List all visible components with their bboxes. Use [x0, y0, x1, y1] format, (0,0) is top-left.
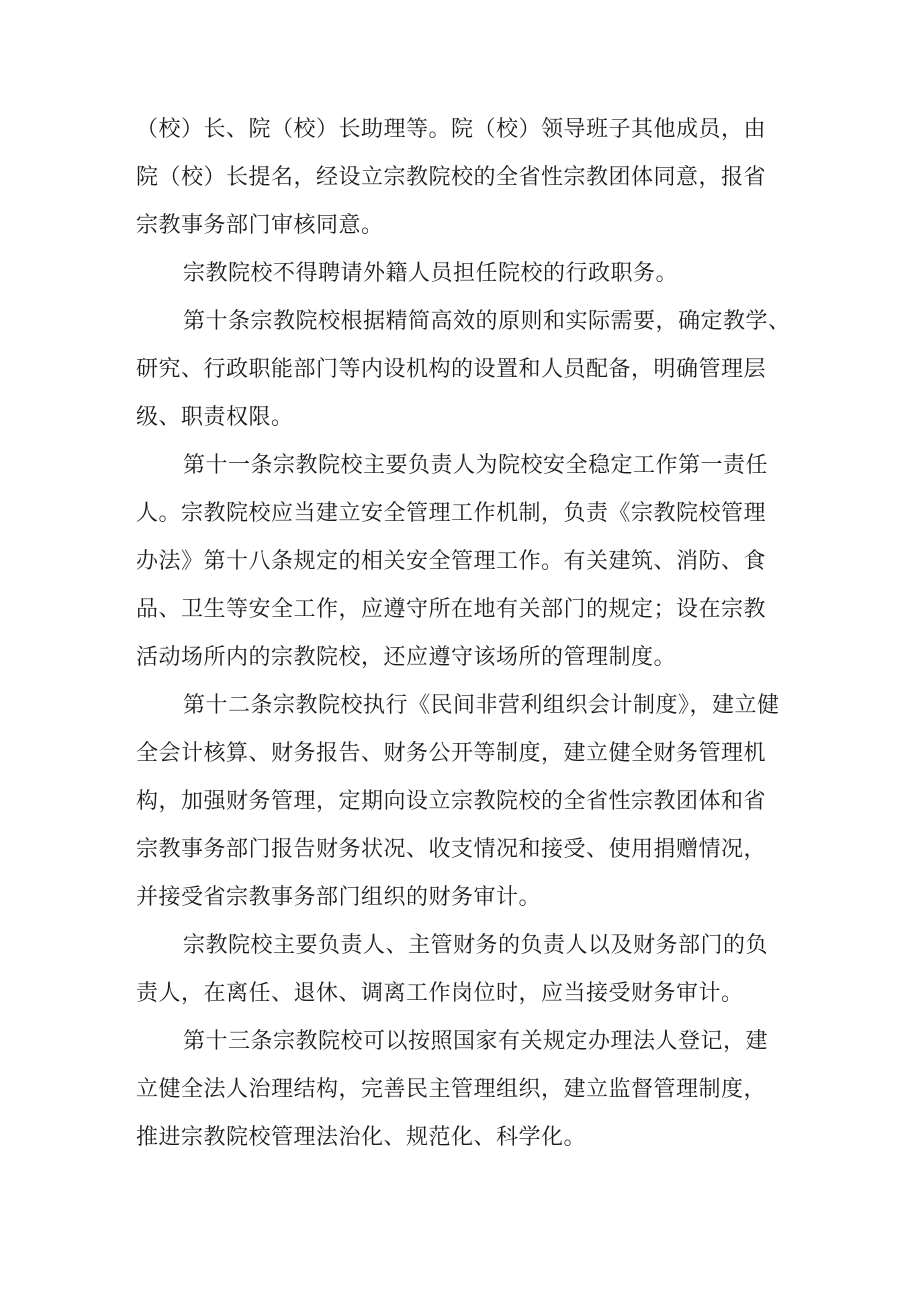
text-line-22: 推进宗教院校管理法治化、规范化、科学化。	[136, 1125, 587, 1150]
text-line-5: 第十条宗教院校根据精简高效的原则和实际需要，确定教学、	[183, 309, 791, 334]
text-line-10: 办法》第十八条规定的相关安全管理工作。有关建筑、消防、食	[136, 549, 767, 574]
text-line-20: 第十三条宗教院校可以按照国家有关规定办理法人登记，建	[183, 1029, 769, 1054]
text-line-18: 宗教院校主要负责人、主管财务的负责人以及财务部门的负	[183, 933, 769, 958]
text-line-17: 并接受省宗教事务部门组织的财务审计。	[136, 885, 542, 910]
text-line-12: 活动场所内的宗教院校，还应遵守该场所的管理制度。	[136, 645, 677, 670]
text-line-19: 责人，在离任、退休、调离工作岗位时，应当接受财务审计。	[136, 981, 744, 1006]
text-line-7: 级、职责权限。	[136, 405, 294, 430]
text-line-14: 全会计核算、财务报告、财务公开等制度，建立健全财务管理机	[136, 741, 767, 766]
text-line-1: （校）长、院（校）长助理等。院（校）领导班子其他成员，由	[136, 117, 767, 142]
text-line-21: 立健全法人治理结构，完善民主管理组织，建立监督管理制度，	[136, 1077, 767, 1102]
text-line-11: 品、卫生等安全工作，应遵守所在地有关部门的规定；设在宗教	[136, 597, 767, 622]
text-line-4: 宗教院校不得聘请外籍人员担任院校的行政职务。	[183, 261, 679, 286]
text-line-15: 构，加强财务管理，定期向设立宗教院校的全省性宗教团体和省	[136, 789, 767, 814]
text-line-2: 院（校）长提名，经设立宗教院校的全省性宗教团体同意，报省	[136, 165, 767, 190]
text-line-13: 第十二条宗教院校执行《民间非营利组织会计制度》，建立健	[183, 693, 780, 718]
text-line-16: 宗教事务部门报告财务状况、收支情况和接受、使用捐赠情况，	[136, 837, 767, 862]
text-line-9: 人。宗教院校应当建立安全管理工作机制，负责《宗教院校管理	[136, 501, 767, 526]
text-line-3: 宗教事务部门审核同意。	[136, 213, 384, 238]
text-line-8: 第十一条宗教院校主要负责人为院校安全稳定工作第一责任	[183, 453, 769, 478]
text-line-6: 研究、行政职能部门等内设机构的设置和人员配备，明确管理层	[136, 357, 767, 382]
